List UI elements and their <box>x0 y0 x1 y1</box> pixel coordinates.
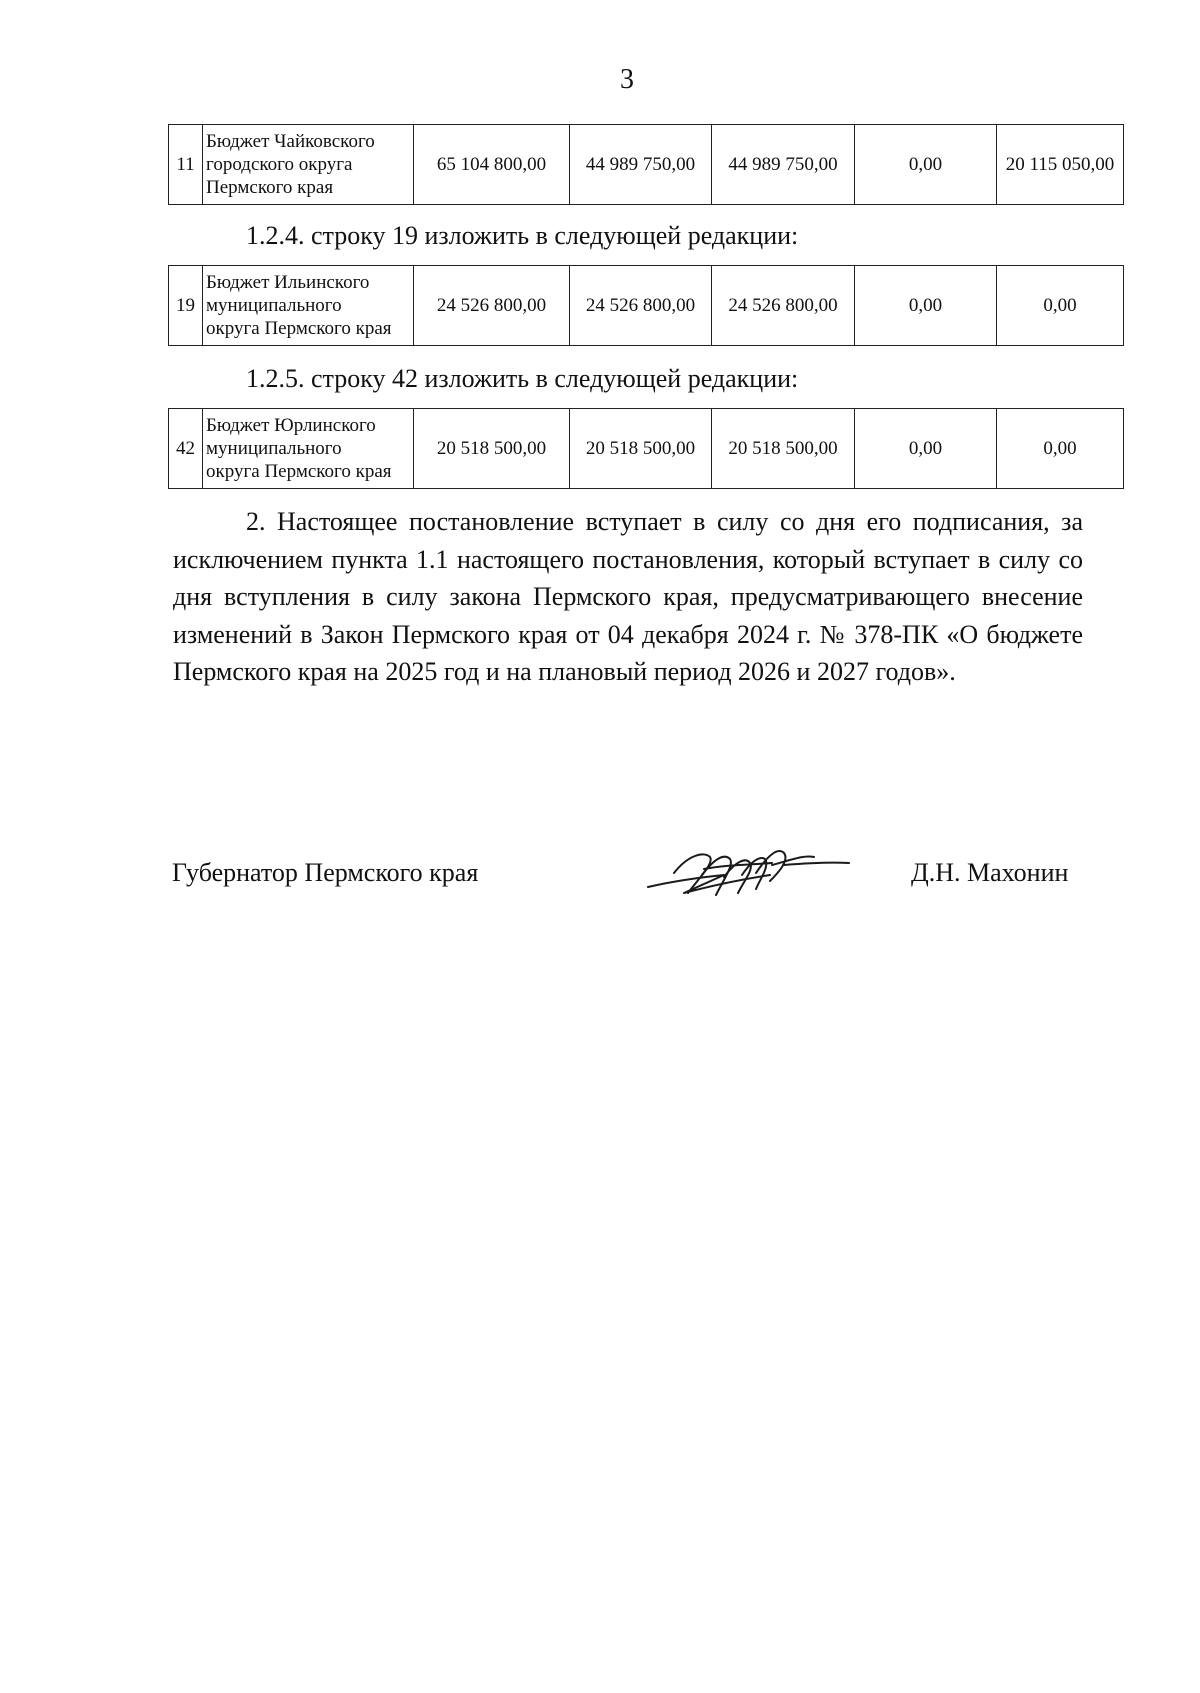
budget-table-row-11 <box>168 124 1124 205</box>
signatory-name: Д.Н. Махонин <box>911 858 1069 887</box>
value-cell: 0,00 <box>855 409 997 489</box>
value-cell: 20 518 500,00 <box>570 409 712 489</box>
budget-name-line: округа Пермского края <box>206 318 392 339</box>
budget-name <box>203 409 414 489</box>
budget-name <box>203 266 414 346</box>
budget-name-line: Пермского края <box>206 177 334 198</box>
section-heading-1-2-4: 1.2.4. строку 19 изложить в следующей редакции: <box>246 221 799 250</box>
budget-name-line: муниципального <box>206 438 342 459</box>
budget-name-line: муниципального <box>206 295 342 316</box>
value-cell: 20 115 050,00 <box>997 125 1124 205</box>
row-number: 19 <box>169 266 203 346</box>
budget-name-line: городского округа <box>206 154 353 175</box>
value-cell: 0,00 <box>855 125 997 205</box>
handwritten-signature <box>644 835 854 905</box>
signatory-title: Губернатор Пермского края <box>172 858 479 887</box>
budget-name <box>203 125 414 205</box>
budget-table-row-42 <box>168 408 1124 489</box>
page-number: 3 <box>620 64 634 95</box>
budget-table-row-19 <box>168 265 1124 346</box>
table-row <box>169 409 1124 489</box>
section-heading-1-2-5: 1.2.5. строку 42 изложить в следующей редакции: <box>246 364 799 393</box>
value-cell: 65 104 800,00 <box>414 125 570 205</box>
value-cell: 0,00 <box>997 409 1124 489</box>
budget-name-line: округа Пермского края <box>206 461 392 482</box>
budget-name-line: Бюджет Ильинского <box>206 272 370 293</box>
row-number: 42 <box>169 409 203 489</box>
value-cell: 20 518 500,00 <box>712 409 855 489</box>
budget-name-line: Бюджет Чайковского <box>206 131 375 152</box>
body-paragraph-2: 2. Настоящее постановление вступает в силу со дня его подписания, за исключением пункта 1.1 настоящего постановления, который вступает в силу со дня вступления в силу закона Пермского края, предусматривающего внесение изменений в Закон Пермского края от 04 декабря 2024 г. № 378-ПК «О бюджете Пермского края на 2025 год и на плановый период 2026 и 2027 годов». <box>173 507 1083 686</box>
row-number: 11 <box>169 125 203 205</box>
value-cell: 24 526 800,00 <box>414 266 570 346</box>
value-cell: 44 989 750,00 <box>712 125 855 205</box>
value-cell: 24 526 800,00 <box>712 266 855 346</box>
value-cell: 0,00 <box>997 266 1124 346</box>
value-cell: 20 518 500,00 <box>414 409 570 489</box>
table-row <box>169 266 1124 346</box>
value-cell: 0,00 <box>855 266 997 346</box>
value-cell: 24 526 800,00 <box>570 266 712 346</box>
value-cell: 44 989 750,00 <box>570 125 712 205</box>
budget-name-line: Бюджет Юрлинского <box>206 415 376 436</box>
table-row <box>169 125 1124 205</box>
